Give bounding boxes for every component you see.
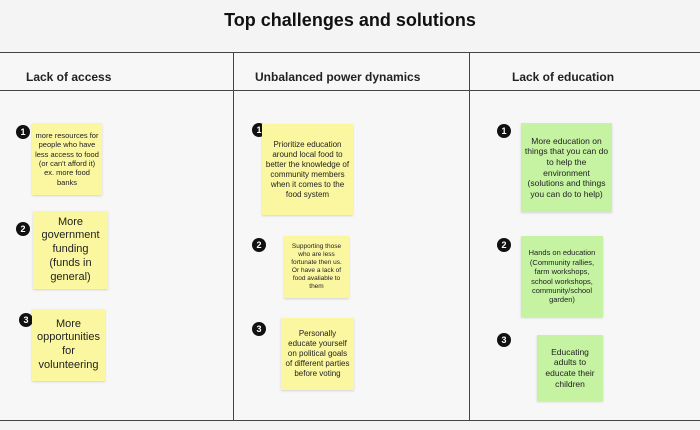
number-badge-1: 1 xyxy=(497,124,511,138)
sticky-note-text: Prioritize education around local food to better the knowledge of community members when it comes to the food system xyxy=(265,139,350,199)
number-badge-3: 3 xyxy=(252,322,266,336)
column-heading-lack-of-access: Lack of access xyxy=(26,70,112,84)
column-heading-lack-of-education: Lack of education xyxy=(512,70,615,84)
sticky-note-text: more resources for people who have less access to food (or can't afford it) ex. more food banks xyxy=(35,130,99,187)
board-title: Top challenges and solutions xyxy=(224,10,476,30)
number-badge-1: 1 xyxy=(252,123,266,137)
sticky-note-text: Educating adults to educate their children xyxy=(545,346,595,389)
number-badge-2: 2 xyxy=(252,238,266,252)
column-divider xyxy=(233,52,234,420)
number-badge-3: 3 xyxy=(19,313,33,327)
sticky-note-text: Supporting those who are less fortunate then us. Or have a lack of food avaliable to them xyxy=(291,242,342,291)
sticky-note[interactable] xyxy=(33,211,108,289)
sticky-note[interactable] xyxy=(281,318,354,390)
sticky-note[interactable] xyxy=(521,236,603,317)
number-badge-2: 2 xyxy=(16,222,30,236)
sticky-note[interactable] xyxy=(537,335,603,401)
sticky-note[interactable] xyxy=(32,123,102,195)
number-badge-2: 2 xyxy=(497,238,511,252)
sticky-note-text: More opportunities for volunteering xyxy=(37,317,100,371)
sticky-note[interactable] xyxy=(262,124,353,215)
sticky-note[interactable] xyxy=(284,236,349,298)
column-divider xyxy=(469,52,470,420)
sticky-note-text: More education on things that you can do to help the environment (solutions and things you can do to help) xyxy=(524,135,609,199)
column-heading-unbalanced-power: Unbalanced power dynamics xyxy=(255,70,421,84)
sticky-note[interactable] xyxy=(32,309,105,381)
sticky-note-text: More government funding (funds in general) xyxy=(41,215,100,283)
sticky-note-text: Personally educate yourself on political goals of different parties before voting xyxy=(285,329,350,378)
sticky-note-text: Hands on education (Community rallies, farm workshops, school workshops, community/school garden) xyxy=(528,248,596,305)
number-badge-3: 3 xyxy=(497,333,511,347)
number-badge-1: 1 xyxy=(16,125,30,139)
sticky-note[interactable] xyxy=(521,123,612,212)
header-row-divider xyxy=(0,90,700,91)
